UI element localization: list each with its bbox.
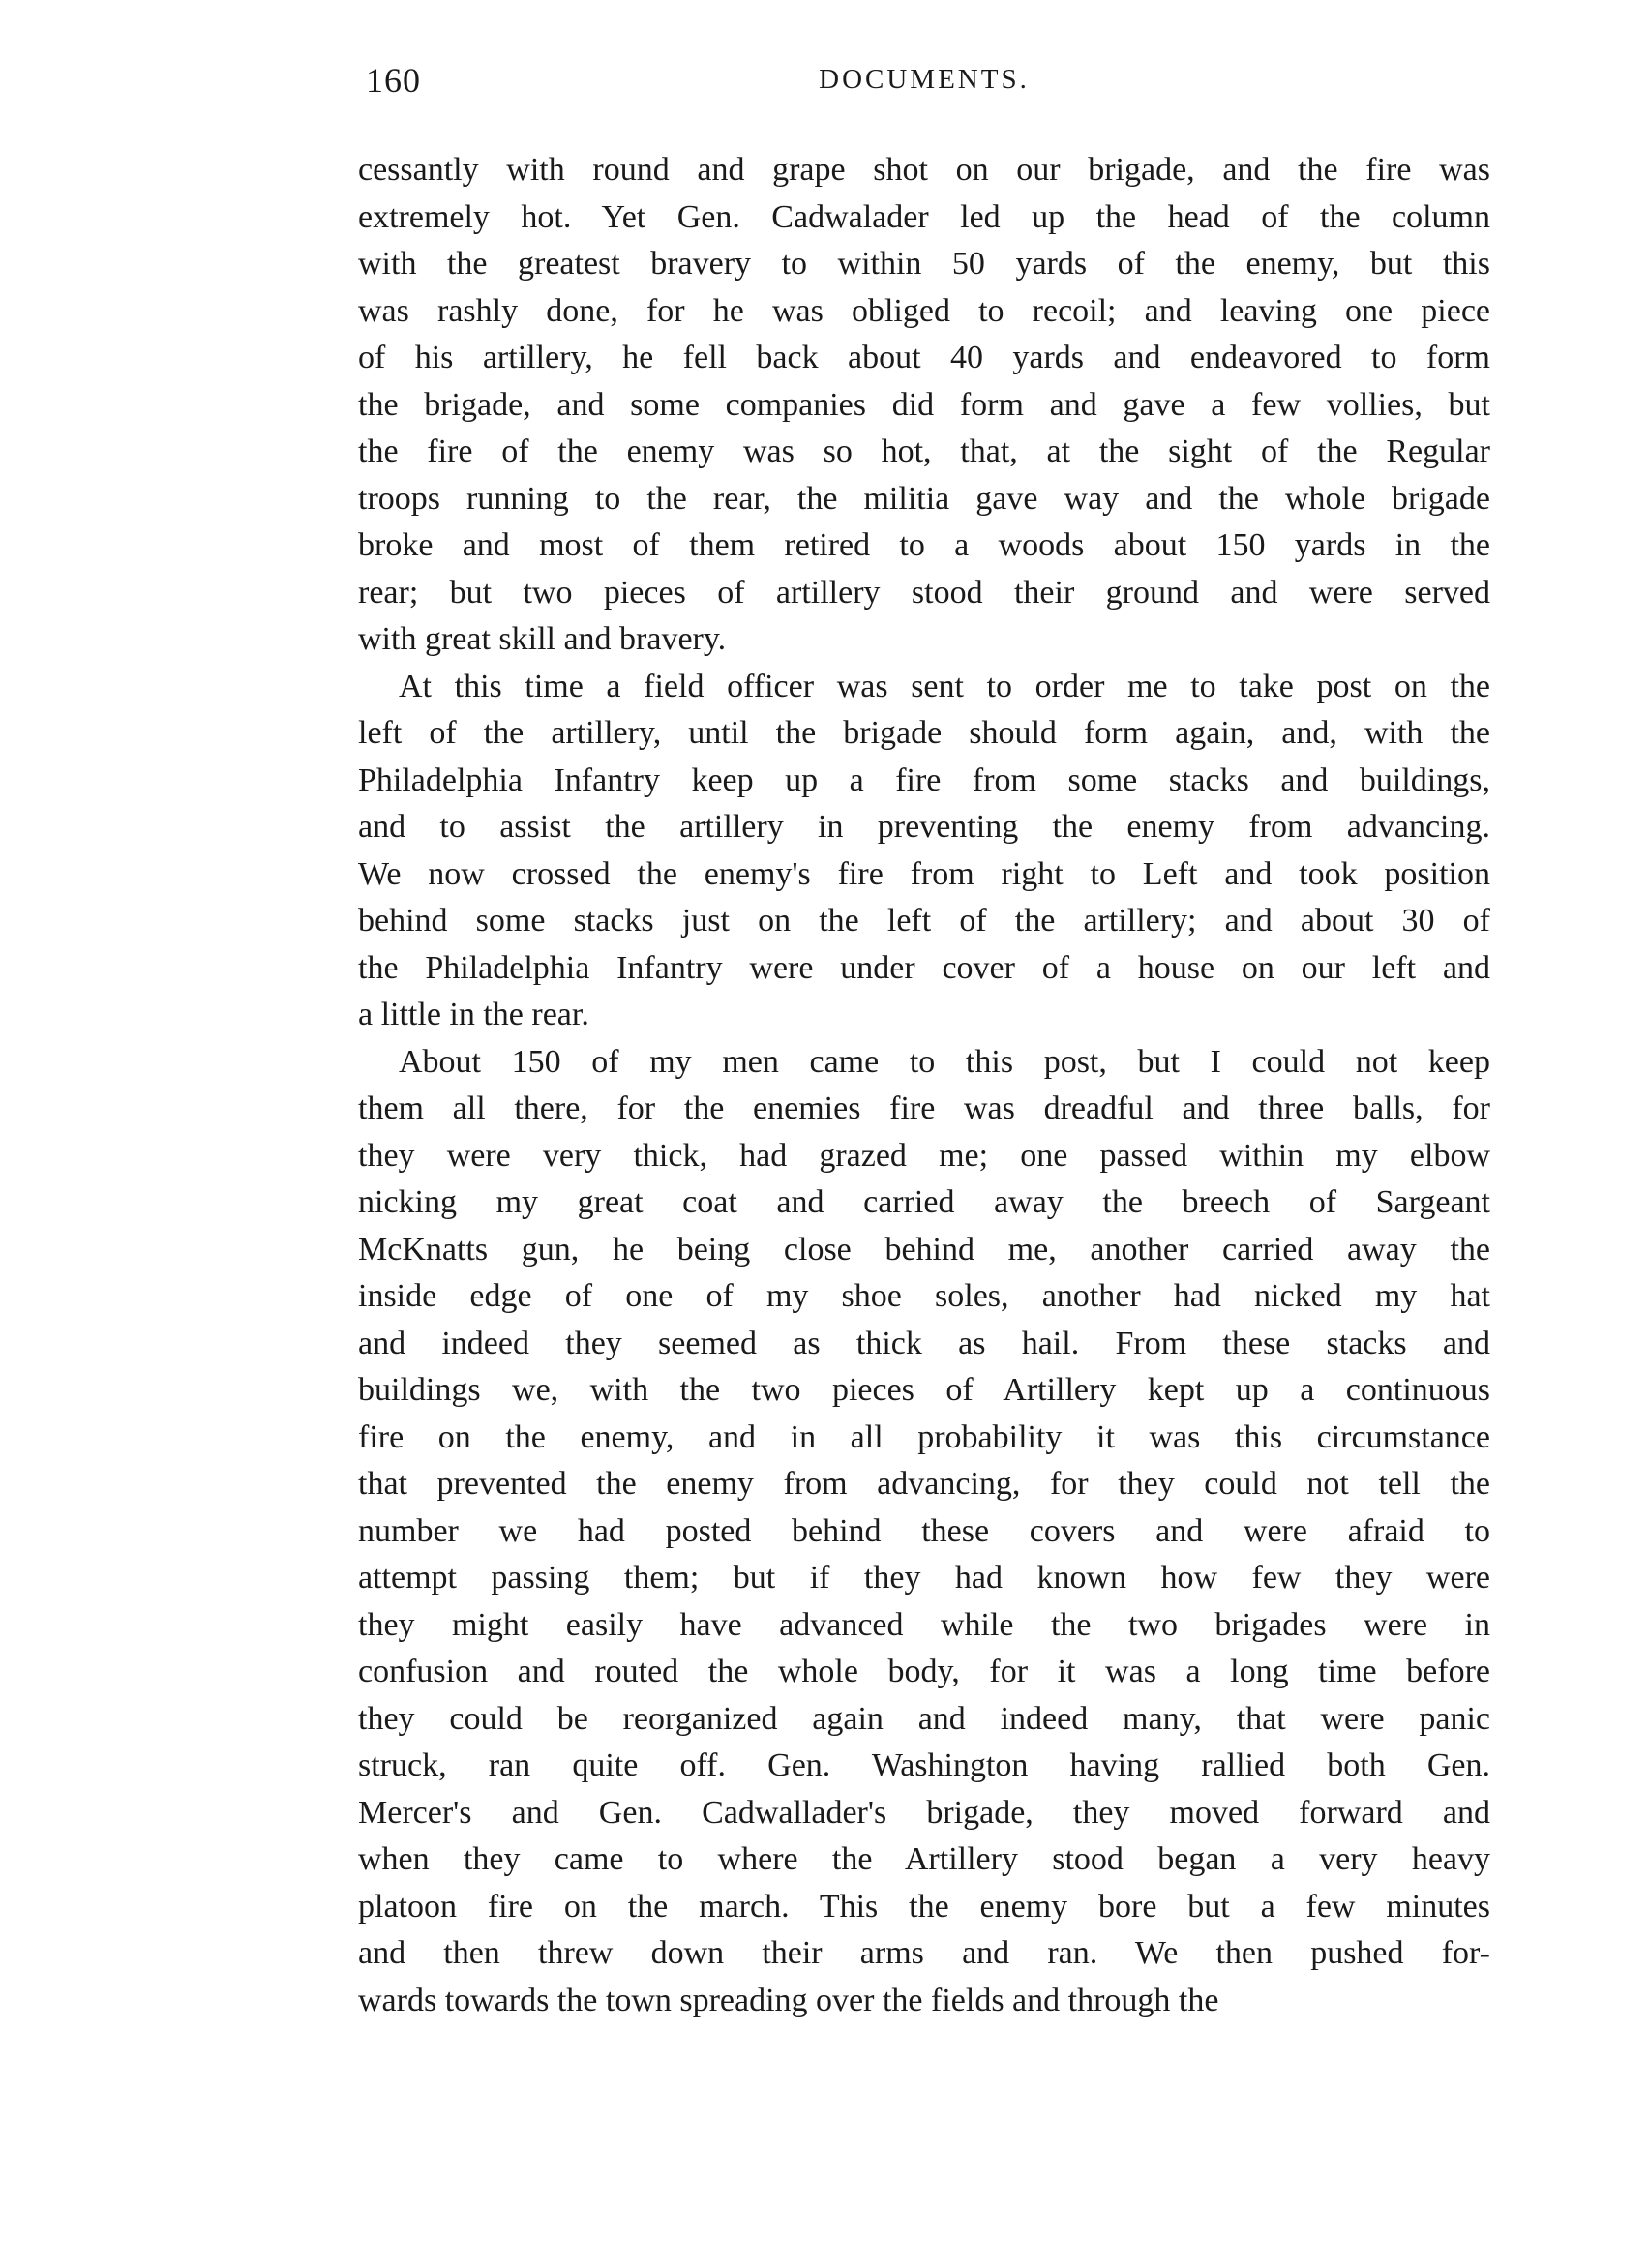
text-line: number we had posted behind these covers and were afraid to (358, 1512, 1490, 1549)
text-line: and indeed they seemed as thick as hail. From these stacks and (358, 1325, 1490, 1361)
paragraph (358, 1039, 1490, 2025)
text-line: and then threw down their arms and ran. We then pushed for- (358, 1935, 1490, 1971)
text-line: troops running to the rear, the militia gave way and the whole brigade (358, 480, 1490, 517)
text-line: a little in the rear. (358, 997, 589, 1032)
text-line: buildings we, with the two pieces of Artillery kept up a continuous (358, 1372, 1490, 1408)
text-line: left of the artillery, until the brigade should form again, and, with the (358, 715, 1490, 751)
text-line: nicking my great coat and carried away the breech of Sargeant (358, 1184, 1490, 1220)
document-page (358, 60, 1490, 2018)
text-line: was rashly done, for he was obliged to recoil; and leaving one piece (358, 292, 1490, 329)
text-line: About 150 of my men came to this post, but I could not keep (399, 1043, 1490, 1080)
text-line: they were very thick, had grazed me; one passed within my elbow (358, 1137, 1490, 1174)
text-line: We now crossed the enemy's fire from right to Left and took position (358, 855, 1490, 892)
page-number: 160 (366, 61, 421, 100)
text-line: they might easily have advanced while the two brigades were in (358, 1606, 1490, 1643)
text-line: McKnatts gun, he being close behind me, another carried away the (358, 1231, 1490, 1268)
text-line: confusion and routed the whole body, for it was a long time before (358, 1654, 1490, 1689)
text-line: the brigade, and some companies did form and gave a few vollies, but (358, 386, 1490, 423)
text-line: behind some stacks just on the left of the artillery; and about 30 of (358, 903, 1490, 939)
text-line: Mercer's and Gen. Cadwallader's brigade, they moved forward and (358, 1794, 1490, 1831)
text-line: cessantly with round and grape shot on our brigade, and the fire was (358, 152, 1490, 188)
text-line: platoon fire on the march. This the enemy bore but a few minutes (358, 1888, 1490, 1925)
paragraph (358, 664, 1490, 1039)
text-line: the Philadelphia Infantry were under cover of a house on our left and (358, 949, 1490, 986)
page-header (358, 60, 1490, 118)
text-line: them all there, for the enemies fire was dreadful and three balls, for (358, 1090, 1490, 1126)
text-line: struck, ran quite off. Gen. Washington having rallied both Gen. (358, 1747, 1490, 1783)
text-line: the fire of the enemy was so hot, that, at the sight of the Regular (358, 433, 1490, 469)
text-line: Philadelphia Infantry keep up a fire from some stacks and buildings, (358, 761, 1490, 798)
text-line: of his artillery, he fell back about 40 yards and endeavored to form (358, 340, 1490, 375)
text-line: with the greatest bravery to within 50 yards of the enemy, but this (358, 246, 1490, 282)
text-line: extremely hot. Yet Gen. Cadwalader led up the head of the column (358, 198, 1490, 235)
text-line: fire on the enemy, and in all probability it was this circumstance (358, 1418, 1490, 1455)
text-line: with great skill and bravery. (358, 621, 727, 657)
text-line: wards towards the town spreading over the fields and through the (358, 1982, 1219, 2018)
text-line: At this time a field officer was sent to order me to take post on the (399, 668, 1490, 704)
text-line: when they came to where the Artillery stood began a very heavy (358, 1841, 1490, 1877)
paragraph (358, 147, 1490, 664)
text-line: attempt passing them; but if they had known how few they were (358, 1560, 1490, 1596)
text-line: broke and most of them retired to a woods about 150 yards in the (358, 527, 1490, 563)
text-line: that prevented the enemy from advancing, for they could not tell the (358, 1466, 1490, 1502)
text-line: rear; but two pieces of artillery stood their ground and were served (358, 574, 1490, 611)
text-line: they could be reorganized again and indeed many, that were panic (358, 1700, 1490, 1737)
text-line: and to assist the artillery in preventing the enemy from advancing. (358, 809, 1490, 845)
body-text (358, 147, 1490, 2024)
text-line: inside edge of one of my shoe soles, another had nicked my hat (358, 1278, 1490, 1314)
running-head: DOCUMENTS. (819, 64, 1030, 95)
